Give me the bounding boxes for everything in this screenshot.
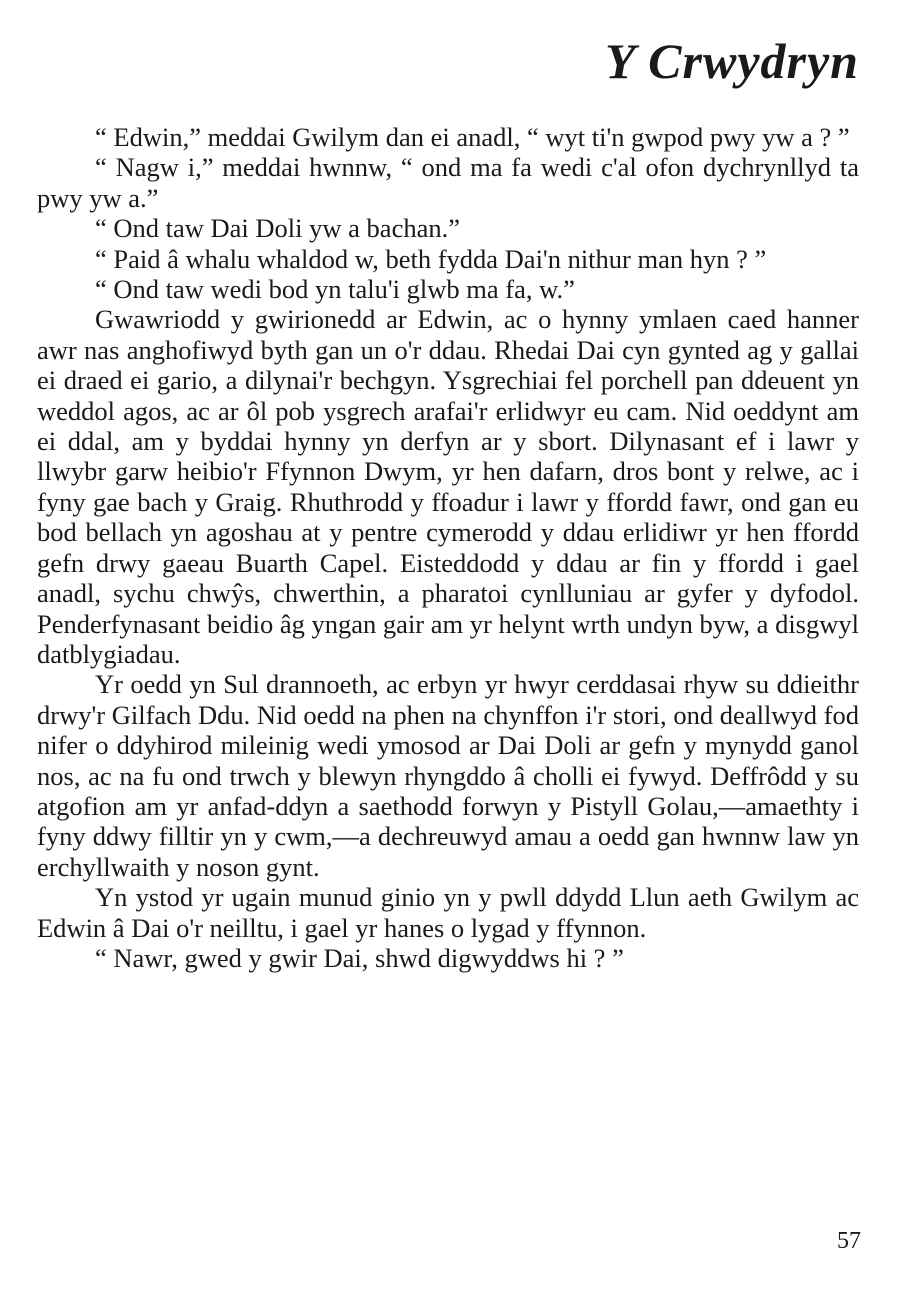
paragraph: “ Ond taw Dai Doli yw a bachan.” xyxy=(95,213,460,244)
body-text xyxy=(37,122,859,973)
paragraph: Yr oedd yn Sul drannoeth, ac erbyn yr hwyr cerddasai rhyw su ddieithr drwy'r Gilfach Ddu. Nid oedd na phen na chynffon i'r stori, ond deallwyd fod nifer o ddyhirod mileinig wedi ymosod ar Dai Doli ar gefn y mynydd ganol nos, ac na fu ond trwch y blewyn rhyngddo â cholli ei fywyd. Deffrôdd y su atgofion am yr anfad-ddyn a saethodd forwyn y Pistyll Golau,—amaethty i fyny ddwy filltir yn y cwm,—a dechreuwyd amau a oedd gan hwnnw law yn erchyllwaith y noson gynt. xyxy=(37,669,859,882)
page-number: 57 xyxy=(837,1228,861,1254)
paragraph: “ Paid â whalu whaldod w, beth fydda Dai'n nithur man hyn ? ” xyxy=(95,243,767,274)
running-title: Y Crwydryn xyxy=(605,33,859,89)
paragraph: “ Nawr, gwed y gwir Dai, shwd digwyddws hi ? ” xyxy=(95,942,624,973)
paragraph: “ Ond taw wedi bod yn talu'i glwb ma fa, w.” xyxy=(95,274,575,305)
paragraph: Gwawriodd y gwirionedd ar Edwin, ac o hynny ymlaen caed hanner awr nas anghofiwyd byth gan un o'r ddau. Rhedai Dai cyn gynted ag y gallai ei draed ei gario, a dilynai'r bechgyn. Ysgrechiai fel porchell pan ddeuent yn weddol agos, ac ar ôl pob ysgrech arafai'r erlidwyr eu cam. Nid oeddynt am ei ddal, am y byddai hynny yn derfyn ar y sbort. Dilynasant ef i lawr y llwybr garw heibio'r Ffynnon Dwym, yr hen dafarn, dros bont y relwe, ac i fyny gae bach y Graig. Rhuthrodd y ffoadur i lawr y ffordd fawr, ond gan eu bod bellach yn agoshau at y pentre cymerodd y ddau erlidiwr yr hen ffordd gefn drwy gaeau Buarth Capel. Eisteddodd y ddau ar fin y ffordd i gael anadl, sychu chwŷs, chwerthin, a pharatoi cynlluniau ar gyfer y dyfodol. Penderfynasant beidio âg yngan gair am yr helynt wrth undyn byw, a disgwyl datblygiadau. xyxy=(37,304,859,669)
paragraph: “ Edwin,” meddai Gwilym dan ei anadl, “ wyt ti'n gwpod pwy yw a ? ” xyxy=(95,122,850,152)
paragraph: Yn ystod yr ugain munud ginio yn y pwll ddydd Llun aeth Gwilym ac Edwin â Dai o'r neilltu, i gael yr hanes o lygad y ffynnon. xyxy=(37,882,859,943)
paragraph: “ Nagw i,” meddai hwnnw, “ ond ma fa wedi c'al ofon dychrynllyd ta pwy yw a.” xyxy=(37,152,859,213)
